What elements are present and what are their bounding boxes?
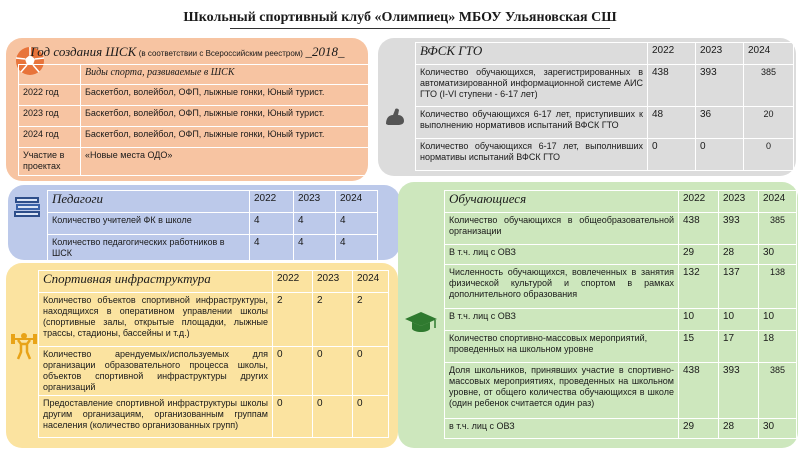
students-cell: 137 <box>719 265 759 309</box>
infrastructure-cell: 2 <box>353 293 389 347</box>
year-col-header: 2023 <box>313 271 353 293</box>
year-col-header: 2024 <box>744 43 794 65</box>
gto-cell: 0 <box>696 139 744 171</box>
students-cell: 30 <box>759 419 797 439</box>
year-col-header: 2023 <box>294 191 336 213</box>
teachers-cell: 4 <box>336 213 378 235</box>
infrastructure-row-label: Количество объектов спортивной инфраструктуры, находящихся в оперативном управлении школы (спортивные залы, открытые площадки, лыжные трассы, стадионы, бассейны и т.д.) <box>39 293 273 347</box>
students-cell: 29 <box>679 245 719 265</box>
teachers-cell: 4 <box>250 235 294 262</box>
students-cell: 10 <box>759 309 797 331</box>
students-cell: 15 <box>679 331 719 363</box>
students-cell: 138 <box>759 265 797 309</box>
year-col-header: 2022 <box>273 271 313 293</box>
gto-cell: 0 <box>648 139 696 171</box>
students-table <box>444 190 797 439</box>
year-col-header: 2024 <box>336 191 378 213</box>
teachers-cell: 4 <box>294 235 336 262</box>
year-col-header: 2022 <box>250 191 294 213</box>
gto-cell: 20 <box>744 107 794 139</box>
flexed-arm-icon <box>383 104 407 128</box>
gto-cell: 0 <box>744 139 794 171</box>
students-cell: 29 <box>679 419 719 439</box>
teachers-cell: 4 <box>336 235 378 262</box>
students-cell: 385 <box>759 363 797 419</box>
year-col-header: 2022 <box>648 43 696 65</box>
students-row-label: В т.ч. лиц с ОВЗ <box>445 309 679 331</box>
year-col-header: 2024 <box>759 191 797 213</box>
gto-cell: 48 <box>648 107 696 139</box>
graduation-cap-icon <box>404 310 438 334</box>
students-header: Обучающиеся <box>445 191 679 213</box>
students-row-label: Количество обучающихся в общеобразовательной организации <box>445 213 679 245</box>
students-cell: 17 <box>719 331 759 363</box>
founded-row <box>19 44 369 64</box>
founded-note: (в соответствии с Всероссийским реестром) <box>138 49 303 58</box>
club-row-label: 2023 год <box>19 105 81 126</box>
infrastructure-cell: 0 <box>353 347 389 396</box>
students-cell: 28 <box>719 419 759 439</box>
students-cell: 385 <box>759 213 797 245</box>
students-cell: 438 <box>679 363 719 419</box>
infrastructure-cell: 2 <box>313 293 353 347</box>
gto-row-label: Количество обучающихся 6-17 лет, выполнивших нормативы испытаний ВФСК ГТО <box>416 139 648 171</box>
title-underline <box>230 28 610 29</box>
teachers-cell: 4 <box>294 213 336 235</box>
teachers-table <box>47 190 378 262</box>
students-cell: 132 <box>679 265 719 309</box>
sports-header-empty <box>19 64 81 84</box>
students-cell: 18 <box>759 331 797 363</box>
gto-cell: 393 <box>696 65 744 107</box>
teachers-row-label: Количество учителей ФК в школе <box>48 213 250 235</box>
club-row-value: Баскетбол, волейбол, ОФП, лыжные гонки, Юный турист. <box>81 105 369 126</box>
infrastructure-row-label: Количество арендуемых/используемых для организации образовательного процесса школы, объектов спортивной инфраструктуры других организаций <box>39 347 273 396</box>
year-col-header: 2023 <box>696 43 744 65</box>
teachers-cell: 4 <box>250 213 294 235</box>
books-icon <box>12 193 42 219</box>
infrastructure-table <box>38 270 389 438</box>
gto-table <box>415 42 794 171</box>
students-row-label: Количество спортивно-массовых мероприятий, проведенных на школьном уровне <box>445 331 679 363</box>
gto-cell: 36 <box>696 107 744 139</box>
gto-cell: 438 <box>648 65 696 107</box>
students-cell: 393 <box>719 363 759 419</box>
infrastructure-cell: 0 <box>313 396 353 438</box>
club-table <box>18 44 369 176</box>
club-row-value: «Новые места ОДО» <box>81 147 369 175</box>
infrastructure-header: Спортивная инфраструктура <box>39 271 273 293</box>
year-col-header: 2023 <box>719 191 759 213</box>
teachers-row-label: Количество педагогических работников в ШСК <box>48 235 250 262</box>
infrastructure-cell: 0 <box>273 347 313 396</box>
gto-row-label: Количество обучающихся, зарегистрированных в автоматизированной информационной системе АИС ГТО (I-VI ступени - 6-17 лет) <box>416 65 648 107</box>
students-row-label: в т.ч. лиц с ОВЗ <box>445 419 679 439</box>
students-row-label: Доля школьников, принявших участие в спортивно-массовых мероприятиях, проведенных на школьном уровне, от общего количества обучающихся в школе (один ребенок считается один раз) <box>445 363 679 419</box>
students-row-label: В т.ч. лиц с ОВЗ <box>445 245 679 265</box>
founded-year: _2018_ <box>305 44 345 59</box>
students-cell: 10 <box>679 309 719 331</box>
gto-row-label: Количество обучающихся 6-17 лет, приступивших к выполнению нормативов испытаний ВФСК ГТО <box>416 107 648 139</box>
gto-cell: 385 <box>744 65 794 107</box>
club-row-label: 2024 год <box>19 126 81 147</box>
students-cell: 438 <box>679 213 719 245</box>
founded-label: Год создания ШСК <box>30 44 137 59</box>
club-row-label: Участие в проектах <box>19 147 81 175</box>
year-col-header: 2022 <box>679 191 719 213</box>
infrastructure-cell: 2 <box>273 293 313 347</box>
club-row-value: Баскетбол, волейбол, ОФП, лыжные гонки, Юный турист. <box>81 126 369 147</box>
students-cell: 10 <box>719 309 759 331</box>
students-cell: 30 <box>759 245 797 265</box>
infrastructure-cell: 0 <box>353 396 389 438</box>
students-cell: 393 <box>719 213 759 245</box>
students-row-label: Численность обучающихся, вовлеченных в занятия физической культурой и спортом в рамках дополнительного образования <box>445 265 679 309</box>
gto-header: ВФСК ГТО <box>416 43 648 65</box>
page-title: Школьный спортивный клуб «Олимпиец» МБОУ Ульяновская СШ <box>183 10 617 25</box>
teachers-header: Педагоги <box>48 191 250 213</box>
club-row-label: 2022 год <box>19 84 81 105</box>
sports-header: Виды спорта, развиваемые в ШСК <box>81 64 369 84</box>
infrastructure-cell: 0 <box>273 396 313 438</box>
infrastructure-cell: 0 <box>313 347 353 396</box>
weightlifter-icon <box>10 330 38 360</box>
infrastructure-row-label: Предоставление спортивной инфраструктуры школы другим организациям, организованным группам населения (количество организованных групп) <box>39 396 273 438</box>
club-row-value: Баскетбол, волейбол, ОФП, лыжные гонки, Юный турист. <box>81 84 369 105</box>
year-col-header: 2024 <box>353 271 389 293</box>
students-cell: 28 <box>719 245 759 265</box>
